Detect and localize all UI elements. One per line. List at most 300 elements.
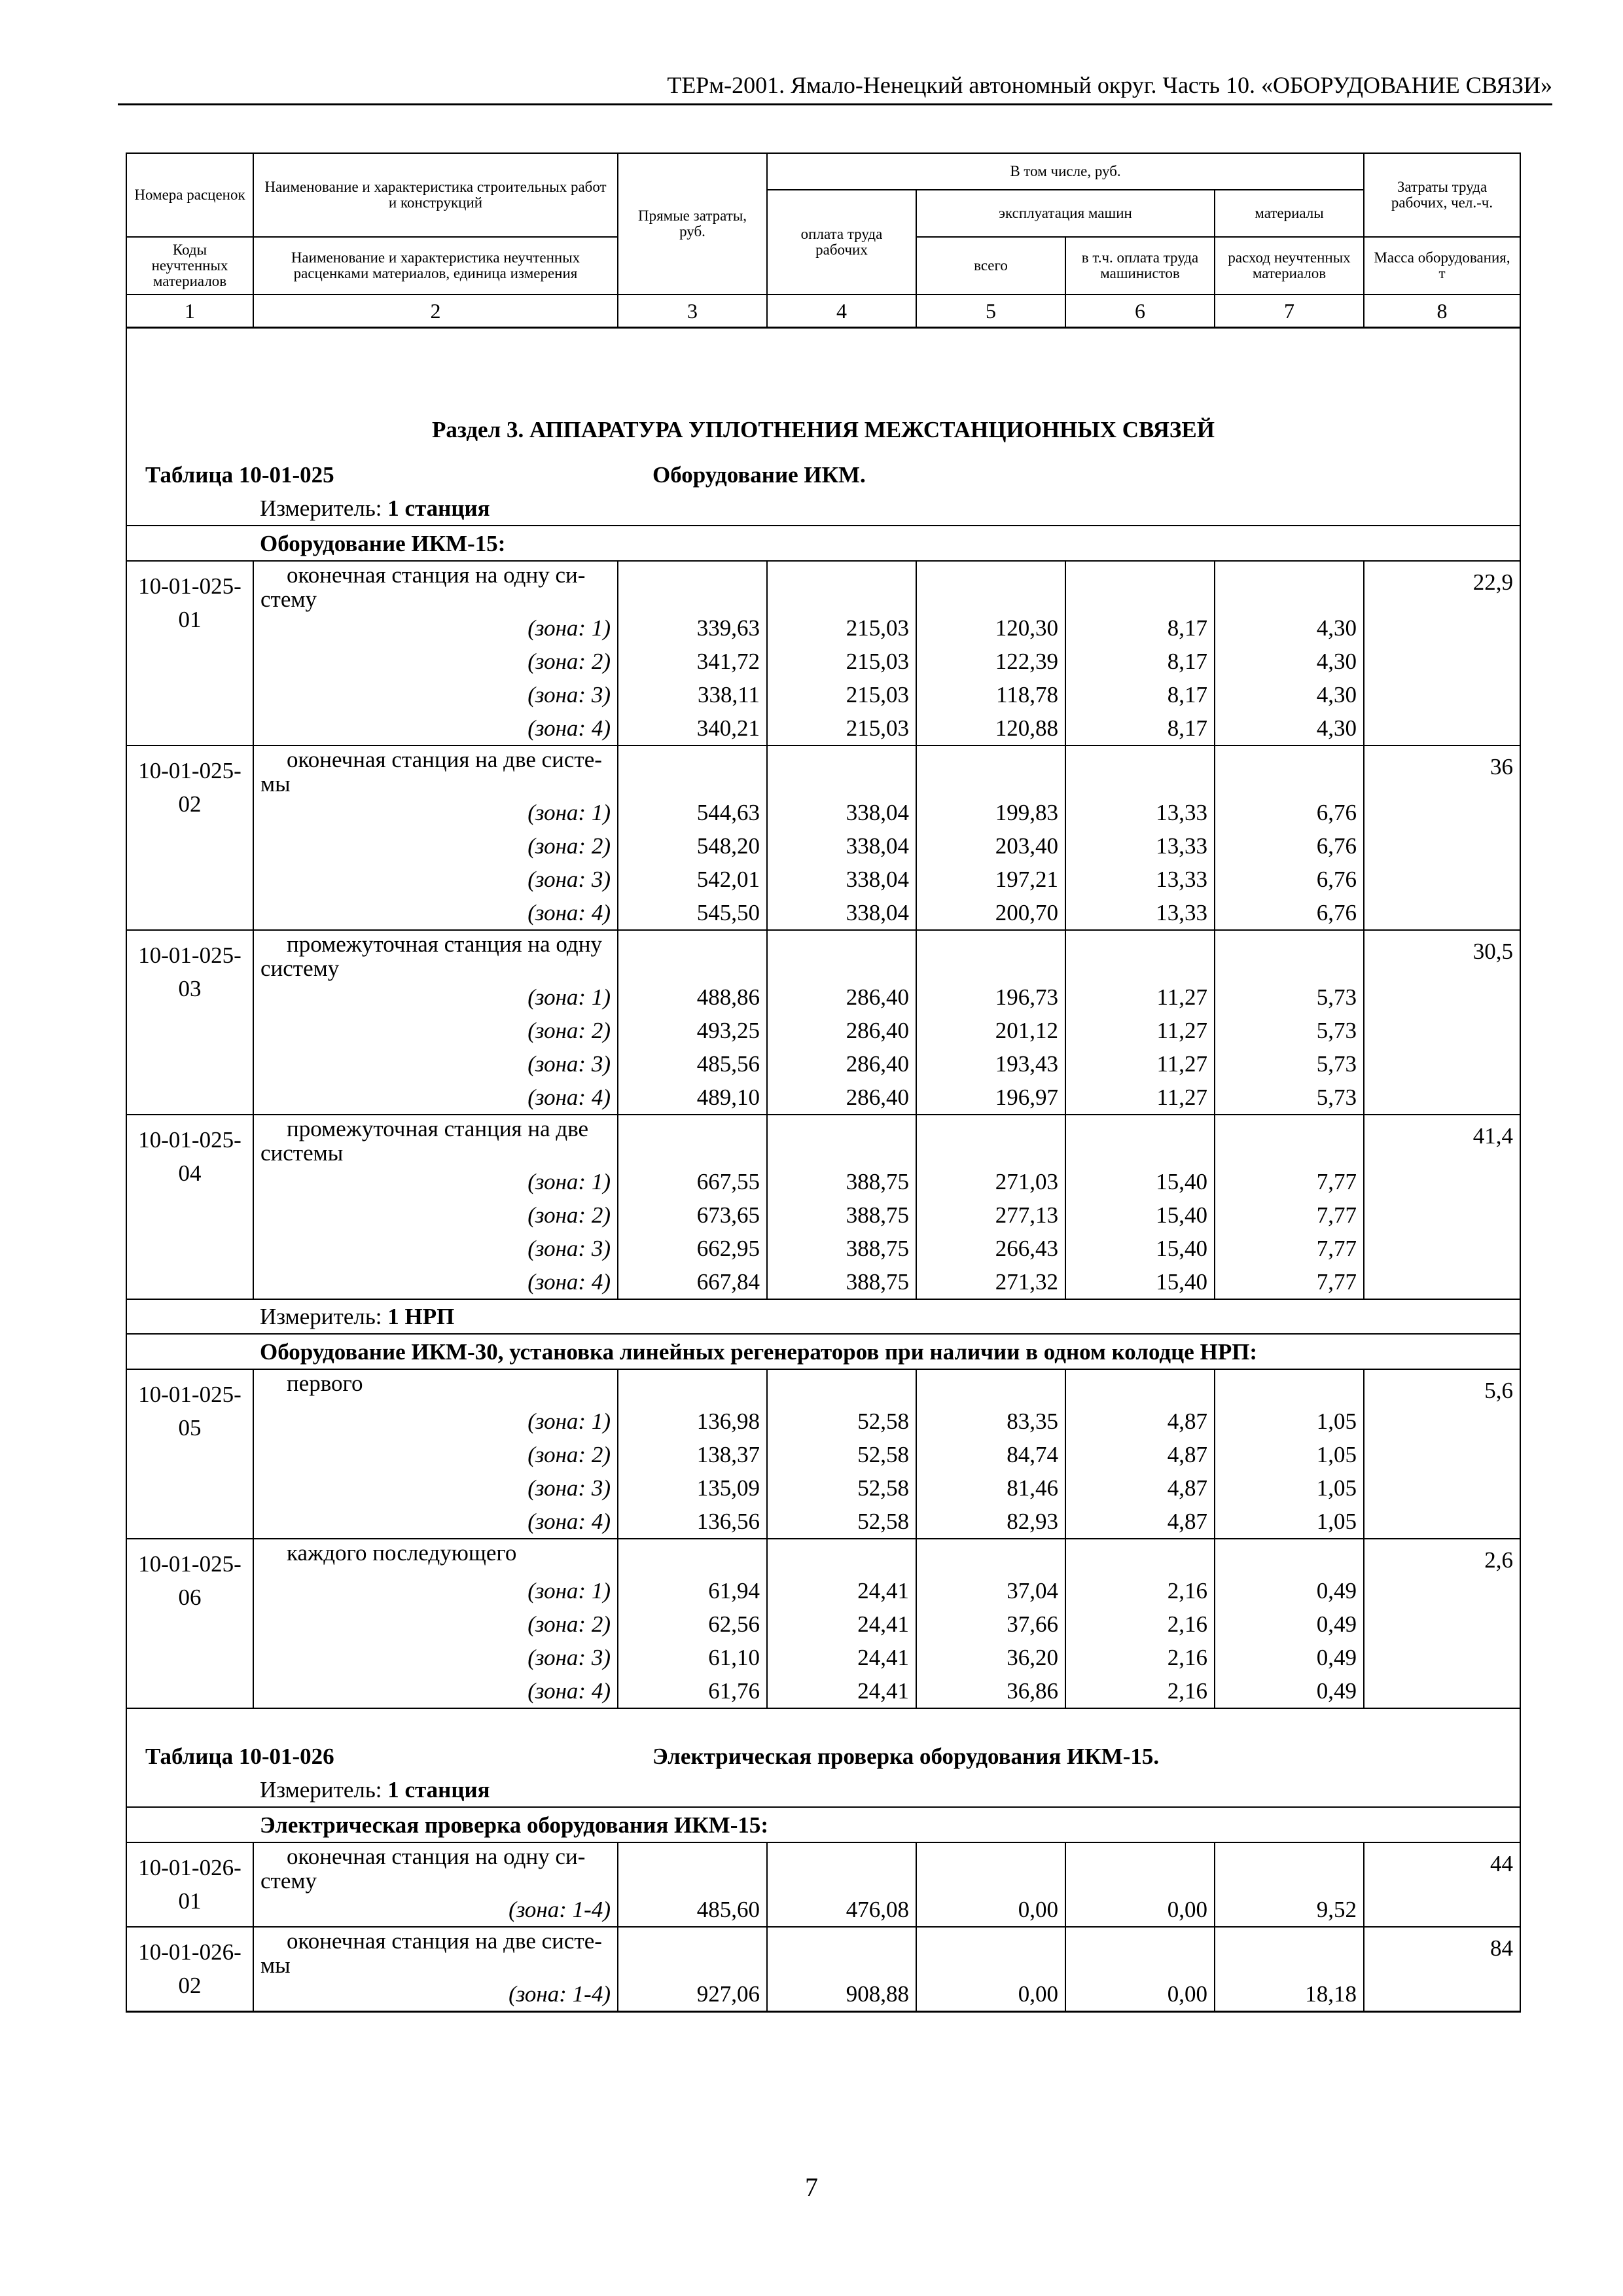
direct-costs-value: 489,10 — [618, 1081, 767, 1115]
work-name-line: стему — [260, 1868, 317, 1893]
wages-value: 24,41 — [767, 1641, 916, 1674]
table-label: Таблица 10-01-026 — [145, 1744, 334, 1769]
measure-cell — [253, 1299, 1520, 1334]
empty-cell — [1065, 1115, 1215, 1165]
wages-value: 215,03 — [767, 711, 916, 745]
measure-label: Измеритель: — [260, 1777, 388, 1803]
zone-label: (зона: 2) — [253, 1014, 618, 1047]
empty-cell — [767, 1369, 916, 1405]
rates-table — [126, 152, 1521, 2013]
wages-value: 52,58 — [767, 1471, 916, 1505]
machines-total-value: 266,43 — [916, 1232, 1065, 1265]
zone-label: (зона: 1-4) — [253, 1977, 618, 2012]
machinists-wages-value: 2,16 — [1065, 1641, 1215, 1674]
running-header: ТЕРм-2001. Ямало-Ненецкий автономный округ. Часть 10. «ОБОРУДОВАНИЕ СВЯЗИ» — [118, 71, 1552, 105]
work-name-line: мы — [260, 771, 291, 797]
wages-value: 52,58 — [767, 1505, 916, 1539]
wages-value: 286,40 — [767, 1081, 916, 1115]
materials-value: 5,73 — [1215, 1047, 1364, 1081]
materials-value: 0,49 — [1215, 1641, 1364, 1674]
materials-value: 5,73 — [1215, 980, 1364, 1014]
materials-value: 7,77 — [1215, 1165, 1364, 1198]
materials-value: 6,76 — [1215, 896, 1364, 930]
zone-label: (зона: 3) — [253, 1232, 618, 1265]
zone-label: (зона: 2) — [253, 1438, 618, 1471]
work-name-line: стему — [260, 586, 317, 612]
work-name-line: первого — [287, 1371, 363, 1396]
group-row — [126, 1334, 1520, 1369]
zone-label: (зона: 2) — [253, 829, 618, 863]
work-name-line: каждого последующего — [287, 1540, 517, 1566]
table-row — [126, 1115, 1520, 1165]
col-number: 5 — [916, 295, 1065, 328]
direct-costs-value: 542,01 — [618, 863, 767, 896]
empty-cell — [1065, 1369, 1215, 1405]
zone-row — [126, 1081, 1520, 1115]
measure-unit: 1 НРП — [387, 1304, 455, 1329]
group-spacer — [126, 1334, 253, 1369]
work-name-line: оконечная станция на две систе- — [287, 747, 602, 772]
section-row-cell — [126, 328, 1520, 459]
zone-row — [126, 1047, 1520, 1081]
materials-value: 7,77 — [1215, 1265, 1364, 1299]
wages-value: 388,75 — [767, 1232, 916, 1265]
col-materials-header: расход неучтенных материалов — [1215, 237, 1364, 295]
work-name — [253, 1115, 618, 1165]
zone-row — [126, 1893, 1520, 1927]
zone-row — [126, 863, 1520, 896]
group-title: Электрическая проверка оборудования ИКМ-15: — [253, 1807, 1520, 1842]
zone-label: (зона: 3) — [253, 1471, 618, 1505]
group-title: Оборудование ИКМ-30, установка линейных регенераторов при наличии в одном колодце НРП: — [253, 1334, 1520, 1369]
wages-value: 286,40 — [767, 1047, 916, 1081]
measure-row — [126, 492, 1520, 526]
work-name-line: промежуточная станция на две — [287, 1116, 589, 1141]
machines-total-value: 201,12 — [916, 1014, 1065, 1047]
work-name — [253, 1842, 618, 1893]
wages-value: 52,58 — [767, 1405, 916, 1438]
direct-costs-value: 493,25 — [618, 1014, 767, 1047]
zone-row — [126, 1607, 1520, 1641]
empty-cell — [1215, 561, 1364, 611]
measure-unit: 1 станция — [387, 1777, 490, 1803]
col-labor-header: Затраты труда рабочих, чел.-ч. — [1364, 153, 1520, 237]
direct-costs-value: 548,20 — [618, 829, 767, 863]
work-name-line: промежуточная станция на одну — [287, 931, 602, 957]
table-row — [126, 561, 1520, 611]
machinists-wages-value: 13,33 — [1065, 896, 1215, 930]
materials-value: 9,52 — [1215, 1893, 1364, 1927]
zone-label: (зона: 1) — [253, 1574, 618, 1607]
zone-label: (зона: 4) — [253, 1081, 618, 1115]
machinists-wages-value: 4,87 — [1065, 1505, 1215, 1539]
work-name-line: системы — [260, 1140, 344, 1166]
machines-total-value: 118,78 — [916, 678, 1065, 711]
direct-costs-value: 667,55 — [618, 1165, 767, 1198]
zone-row — [126, 1471, 1520, 1505]
direct-costs-value: 135,09 — [618, 1471, 767, 1505]
col-number: 4 — [767, 295, 916, 328]
materials-value: 4,30 — [1215, 678, 1364, 711]
measure-label: Измеритель: — [260, 1304, 388, 1329]
machinists-wages-value: 8,17 — [1065, 678, 1215, 711]
group-spacer — [126, 1807, 253, 1842]
wages-value: 338,04 — [767, 796, 916, 829]
table-title: Оборудование ИКМ. — [652, 462, 866, 488]
zone-label: (зона: 1) — [253, 1405, 618, 1438]
col-number: 6 — [1065, 295, 1215, 328]
zone-row — [126, 1438, 1520, 1471]
work-name-line: мы — [260, 1952, 291, 1978]
materials-value: 5,73 — [1215, 1081, 1364, 1115]
wages-value: 338,04 — [767, 896, 916, 930]
zone-row — [126, 829, 1520, 863]
labor-value: 41,4 — [1364, 1115, 1520, 1299]
direct-costs-value: 136,98 — [618, 1405, 767, 1438]
work-name — [253, 745, 618, 796]
direct-costs-value: 340,21 — [618, 711, 767, 745]
direct-costs-value: 339,63 — [618, 611, 767, 645]
empty-cell — [618, 1927, 767, 1977]
machinists-wages-value: 13,33 — [1065, 863, 1215, 896]
empty-cell — [916, 745, 1065, 796]
work-name — [253, 1369, 618, 1405]
zone-label: (зона: 1) — [253, 1165, 618, 1198]
rate-code: 10-01-025-06 — [126, 1539, 253, 1708]
machines-total-value: 120,30 — [916, 611, 1065, 645]
materials-header: материалы — [1215, 190, 1364, 237]
zone-row — [126, 1014, 1520, 1047]
wages-value: 476,08 — [767, 1893, 916, 1927]
direct-costs-value: 545,50 — [618, 896, 767, 930]
zone-row — [126, 796, 1520, 829]
rate-code: 10-01-025-01 — [126, 561, 253, 745]
machinists-wages-value: 2,16 — [1065, 1607, 1215, 1641]
zone-row — [126, 1505, 1520, 1539]
machines-total-value: 0,00 — [916, 1977, 1065, 2012]
materials-value: 0,49 — [1215, 1674, 1364, 1708]
machines-total-value: 83,35 — [916, 1405, 1065, 1438]
empty-cell — [916, 1115, 1065, 1165]
zone-row — [126, 1977, 1520, 2012]
empty-cell — [916, 1539, 1065, 1574]
direct-costs-value: 341,72 — [618, 645, 767, 678]
machines-total-value: 203,40 — [916, 829, 1065, 863]
zone-row — [126, 678, 1520, 711]
measure-row — [126, 1773, 1520, 1807]
empty-cell — [618, 930, 767, 980]
zone-row — [126, 1574, 1520, 1607]
empty-cell — [767, 1927, 916, 1977]
wages-value: 215,03 — [767, 645, 916, 678]
empty-cell — [618, 745, 767, 796]
zone-row — [126, 980, 1520, 1014]
zone-label: (зона: 1) — [253, 980, 618, 1014]
machines-header: эксплуатация машин — [916, 190, 1215, 237]
including-header: В том числе, руб. — [767, 153, 1364, 190]
machines-total-value: 81,46 — [916, 1471, 1065, 1505]
labor-value: 36 — [1364, 745, 1520, 930]
empty-cell — [1065, 1927, 1215, 1977]
zone-row — [126, 1641, 1520, 1674]
empty-cell — [1065, 561, 1215, 611]
work-name — [253, 561, 618, 611]
empty-cell — [1065, 930, 1215, 980]
table-title-row-cell — [126, 1708, 1520, 1773]
col-number: 7 — [1215, 295, 1364, 328]
empty-cell — [767, 1842, 916, 1893]
zone-row — [126, 1165, 1520, 1198]
materials-value: 7,77 — [1215, 1198, 1364, 1232]
rate-code: 10-01-026-01 — [126, 1842, 253, 1927]
machinists-wages-value: 13,33 — [1065, 829, 1215, 863]
zone-label: (зона: 4) — [253, 1265, 618, 1299]
direct-costs-value: 927,06 — [618, 1977, 767, 2012]
group-row — [126, 1807, 1520, 1842]
labor-value: 22,9 — [1364, 561, 1520, 745]
machinists-wages-value: 0,00 — [1065, 1977, 1215, 2012]
materials-value: 1,05 — [1215, 1405, 1364, 1438]
wages-value: 286,40 — [767, 1014, 916, 1047]
empty-cell — [916, 561, 1065, 611]
zone-label: (зона: 4) — [253, 1674, 618, 1708]
empty-cell — [767, 930, 916, 980]
materials-value: 1,05 — [1215, 1471, 1364, 1505]
machines-total-value: 197,21 — [916, 863, 1065, 896]
machinists-wages-value: 4,87 — [1065, 1471, 1215, 1505]
empty-cell — [1065, 745, 1215, 796]
direct-costs-value: 338,11 — [618, 678, 767, 711]
machinists-wages-value: 11,27 — [1065, 1047, 1215, 1081]
group-spacer — [126, 526, 253, 561]
zone-row — [126, 1198, 1520, 1232]
wages-value: 52,58 — [767, 1438, 916, 1471]
work-name — [253, 930, 618, 980]
materials-value: 4,30 — [1215, 611, 1364, 645]
wages-value: 24,41 — [767, 1574, 916, 1607]
machinists-wages-value: 11,27 — [1065, 980, 1215, 1014]
direct-costs-value: 485,56 — [618, 1047, 767, 1081]
zone-label: (зона: 2) — [253, 1607, 618, 1641]
materials-value: 6,76 — [1215, 796, 1364, 829]
machines-total-value: 196,97 — [916, 1081, 1065, 1115]
empty-cell — [767, 1115, 916, 1165]
machines-total-value: 271,32 — [916, 1265, 1065, 1299]
measure-unit: 1 станция — [387, 495, 490, 521]
col-name-header: Наименование и характеристика строительных работ и конструкций — [253, 153, 618, 237]
wages-value: 908,88 — [767, 1977, 916, 2012]
measure-spacer — [126, 1299, 253, 1334]
direct-costs-value: 61,76 — [618, 1674, 767, 1708]
zone-label: (зона: 1) — [253, 611, 618, 645]
labor-value: 5,6 — [1364, 1369, 1520, 1539]
materials-value: 1,05 — [1215, 1438, 1364, 1471]
wages-value: 388,75 — [767, 1198, 916, 1232]
labor-value: 30,5 — [1364, 930, 1520, 1115]
work-name — [253, 1539, 618, 1574]
rate-code: 10-01-025-03 — [126, 930, 253, 1115]
machines-total-value: 84,74 — [916, 1438, 1065, 1471]
labor-value: 2,6 — [1364, 1539, 1520, 1708]
machinists-wages-value: 11,27 — [1065, 1081, 1215, 1115]
zone-row — [126, 1674, 1520, 1708]
page-number: 7 — [805, 2172, 818, 2202]
direct-costs-value: 136,56 — [618, 1505, 767, 1539]
work-name-line: систему — [260, 956, 340, 981]
col-direct-costs-header: Прямые затраты, руб. — [618, 153, 767, 295]
col-material-codes-header: Коды неучтенных материалов — [126, 237, 253, 295]
machinists-wages-value: 4,87 — [1065, 1405, 1215, 1438]
empty-cell — [767, 561, 916, 611]
labor-value: 44 — [1364, 1842, 1520, 1927]
wages-value: 215,03 — [767, 678, 916, 711]
direct-costs-value: 544,63 — [618, 796, 767, 829]
machines-total-value: 120,88 — [916, 711, 1065, 745]
machines-total-value: 82,93 — [916, 1505, 1065, 1539]
table-row — [126, 930, 1520, 980]
measure-spacer — [126, 1773, 253, 1807]
col-mass-header: Масса оборудования, т — [1364, 237, 1520, 295]
section-row — [126, 328, 1520, 459]
table-title-row-cell — [126, 458, 1520, 492]
col-material-name-header: Наименование и характеристика неучтенных расценками материалов, единица измерения — [253, 237, 618, 295]
machinists-wages-value: 15,40 — [1065, 1265, 1215, 1299]
empty-cell — [618, 561, 767, 611]
machinists-wages-value: 4,87 — [1065, 1438, 1215, 1471]
measure-spacer — [126, 492, 253, 526]
empty-cell — [916, 1842, 1065, 1893]
materials-value: 6,76 — [1215, 863, 1364, 896]
machines-total-value: 37,04 — [916, 1574, 1065, 1607]
machinists-wages-value: 8,17 — [1065, 611, 1215, 645]
materials-value: 4,30 — [1215, 711, 1364, 745]
zone-label: (зона: 3) — [253, 1641, 618, 1674]
machinists-wages-value: 8,17 — [1065, 711, 1215, 745]
wages-value: 24,41 — [767, 1674, 916, 1708]
wages-value: 338,04 — [767, 829, 916, 863]
direct-costs-value: 138,37 — [618, 1438, 767, 1471]
direct-costs-value: 62,56 — [618, 1607, 767, 1641]
zone-label: (зона: 3) — [253, 678, 618, 711]
zone-row — [126, 711, 1520, 745]
materials-value: 4,30 — [1215, 645, 1364, 678]
zone-row — [126, 1232, 1520, 1265]
materials-value: 5,73 — [1215, 1014, 1364, 1047]
table-label: Таблица 10-01-025 — [145, 462, 334, 488]
col-number: 1 — [126, 295, 253, 328]
rate-code: 10-01-025-02 — [126, 745, 253, 930]
empty-cell — [1065, 1842, 1215, 1893]
measure-label: Измеритель: — [260, 495, 388, 521]
measure-row — [126, 1299, 1520, 1334]
col-codes-header: Номера расценок — [126, 153, 253, 237]
empty-cell — [1215, 1369, 1364, 1405]
table-row — [126, 1369, 1520, 1405]
rate-code: 10-01-025-05 — [126, 1369, 253, 1539]
machines-total-value: 37,66 — [916, 1607, 1065, 1641]
empty-cell — [1215, 1539, 1364, 1574]
zone-label: (зона: 4) — [253, 1505, 618, 1539]
empty-cell — [1215, 745, 1364, 796]
zone-label: (зона: 3) — [253, 1047, 618, 1081]
work-name-line: оконечная станция на две систе- — [287, 1928, 602, 1954]
table-row — [126, 1927, 1520, 1977]
direct-costs-value: 61,10 — [618, 1641, 767, 1674]
table-row — [126, 1842, 1520, 1893]
empty-cell — [1215, 930, 1364, 980]
machinists-wages-value: 2,16 — [1065, 1574, 1215, 1607]
machines-total-value: 277,13 — [916, 1198, 1065, 1232]
empty-cell — [1215, 1927, 1364, 1977]
materials-value: 7,77 — [1215, 1232, 1364, 1265]
table-title-row — [126, 458, 1520, 492]
machinists-wages-value: 11,27 — [1065, 1014, 1215, 1047]
zone-label: (зона: 2) — [253, 645, 618, 678]
empty-cell — [618, 1369, 767, 1405]
machines-total-value: 122,39 — [916, 645, 1065, 678]
table-header — [126, 153, 1520, 328]
direct-costs-value: 61,94 — [618, 1574, 767, 1607]
direct-costs-value: 485,60 — [618, 1893, 767, 1927]
zone-row — [126, 611, 1520, 645]
empty-cell — [916, 930, 1065, 980]
materials-value: 18,18 — [1215, 1977, 1364, 2012]
wages-value: 338,04 — [767, 863, 916, 896]
zone-row — [126, 1265, 1520, 1299]
machinists-wages-value: 2,16 — [1065, 1674, 1215, 1708]
direct-costs-value: 662,95 — [618, 1232, 767, 1265]
empty-cell — [1215, 1115, 1364, 1165]
measure-cell — [253, 1773, 1520, 1807]
col-number: 2 — [253, 295, 618, 328]
table-row — [126, 1539, 1520, 1574]
table-row — [126, 745, 1520, 796]
col-number: 8 — [1364, 295, 1520, 328]
empty-cell — [767, 745, 916, 796]
machinists-wages-value: 13,33 — [1065, 796, 1215, 829]
empty-cell — [618, 1539, 767, 1574]
col-machines-total-header: всего — [916, 237, 1065, 295]
table-body — [126, 328, 1520, 2012]
zone-label: (зона: 1) — [253, 796, 618, 829]
col-wages-header: оплата труда рабочих — [767, 190, 916, 295]
zone-label: (зона: 2) — [253, 1198, 618, 1232]
section-title: Раздел 3. АППАРАТУРА УПЛОТНЕНИЯ МЕЖСТАНЦИОННЫХ СВЯЗЕЙ — [432, 417, 1215, 442]
col-number: 3 — [618, 295, 767, 328]
table-title: Электрическая проверка оборудования ИКМ-15. — [652, 1744, 1160, 1769]
machinists-wages-value: 15,40 — [1065, 1165, 1215, 1198]
work-name-line: оконечная станция на одну си- — [287, 562, 586, 588]
empty-cell — [916, 1927, 1065, 1977]
empty-cell — [618, 1842, 767, 1893]
zone-row — [126, 1405, 1520, 1438]
measure-cell — [253, 492, 1520, 526]
machines-total-value: 0,00 — [916, 1893, 1065, 1927]
wages-value: 286,40 — [767, 980, 916, 1014]
machines-total-value: 36,20 — [916, 1641, 1065, 1674]
rate-code: 10-01-025-04 — [126, 1115, 253, 1299]
rate-code: 10-01-026-02 — [126, 1927, 253, 2012]
materials-value: 6,76 — [1215, 829, 1364, 863]
col-machinists-header: в т.ч. оплата труда машинистов — [1065, 237, 1215, 295]
machines-total-value: 36,86 — [916, 1674, 1065, 1708]
zone-label: (зона: 4) — [253, 711, 618, 745]
machinists-wages-value: 15,40 — [1065, 1198, 1215, 1232]
materials-value: 1,05 — [1215, 1505, 1364, 1539]
empty-cell — [1065, 1539, 1215, 1574]
table-title-row — [126, 1708, 1520, 1773]
labor-value: 84 — [1364, 1927, 1520, 2012]
